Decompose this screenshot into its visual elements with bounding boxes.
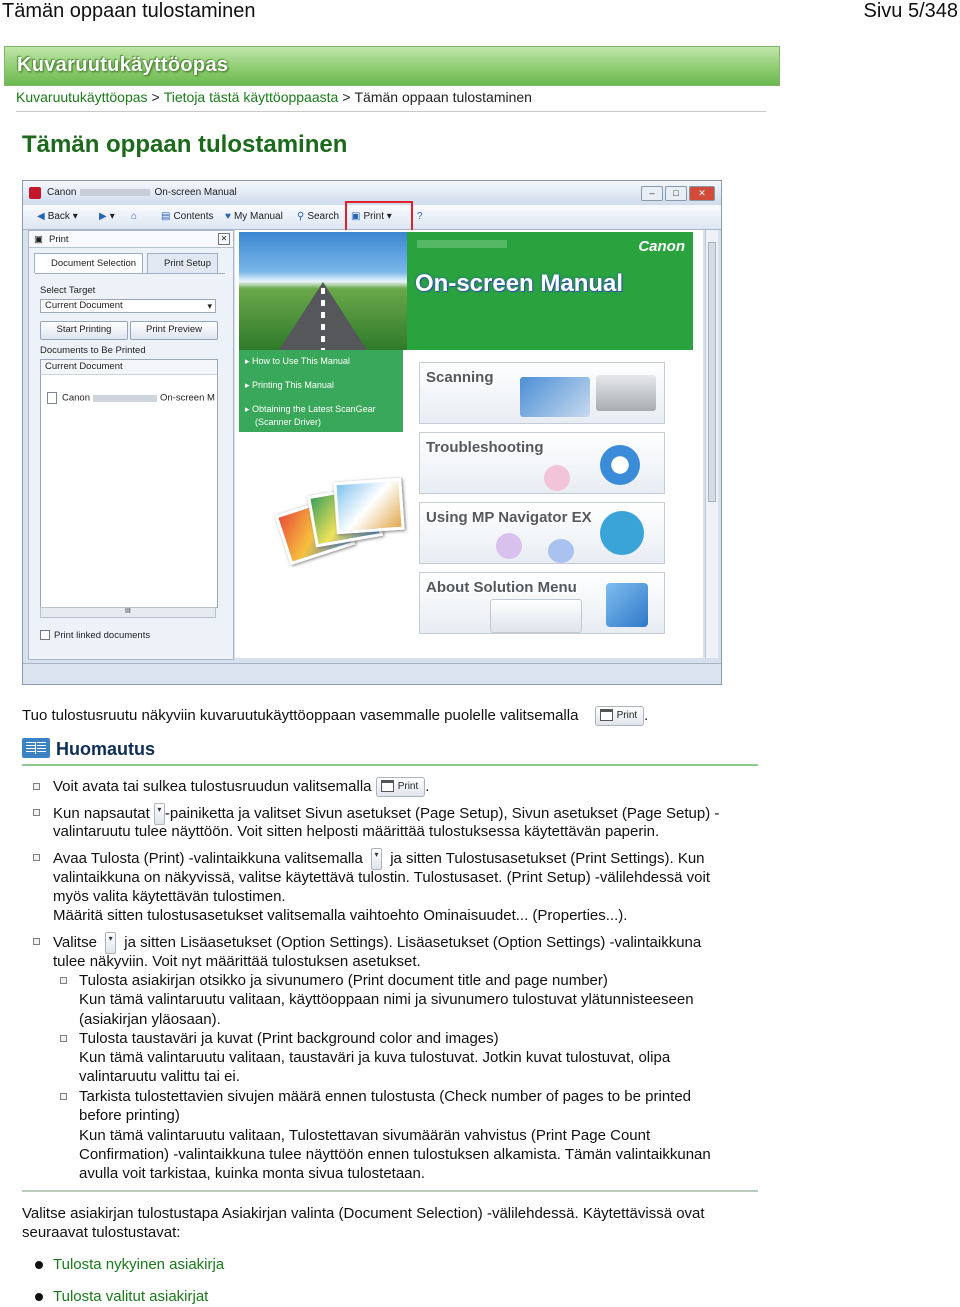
breadcrumb-separator: > [342, 89, 351, 105]
card-about-solution-menu[interactable]: About Solution Menu [419, 572, 665, 634]
sub-bullet-2-line-2: Kun tämä valintaruutu valitaan, taustaväri ja kuva tulostuvat. Jotkin kuvat tulostuvat, olipa [79, 1049, 671, 1066]
printer-icon [600, 709, 613, 721]
minimize-icon[interactable]: – [641, 186, 663, 201]
pdf-page-number: Sivu 5/348 [863, 0, 958, 22]
print-linked-documents-checkbox[interactable]: Print linked documents [40, 630, 150, 641]
breadcrumb [16, 89, 532, 105]
banner-title: Kuvaruutukäyttöopas [17, 54, 229, 76]
printer-icon: ▣ [351, 211, 361, 222]
help-button[interactable] [417, 211, 426, 222]
canon-logo: Canon [638, 238, 685, 255]
inline-print-button: Print [376, 777, 426, 797]
manual-banner [4, 46, 780, 86]
pdf-doc-title: Tämän oppaan tulostaminen [2, 0, 256, 22]
dropdown-arrow-icon: ▾ [154, 803, 165, 825]
card-using-mp-navigator[interactable]: Using MP Navigator EX [419, 502, 665, 564]
back-button[interactable]: ◀ Back ▾ [37, 211, 78, 222]
sub-bullet-3-line-4: Confirmation) -valintaikkuna tulee näyttöön ennen tulostuksen alkamista. Tämän valintaikkunan [79, 1146, 711, 1163]
toolbar-print-button[interactable]: ▣ Print ▾ [351, 211, 392, 222]
link-print-selected-documents[interactable]: Tulosta valitut asiakirjat [53, 1288, 209, 1305]
search-button[interactable]: ⚲ Search [297, 211, 340, 222]
select-target-dropdown[interactable]: Current Document ▾ [40, 299, 216, 313]
start-printing-button[interactable]: Start Printing [40, 321, 128, 340]
link-how-to-use[interactable]: ▸ How to Use This Manual [245, 356, 350, 367]
sub-bullet-3-line-3: Kun tämä valintaruutu valitaan, Tulostettavan sivumäärän vahvistus (Print Page Count [79, 1127, 651, 1144]
list-item[interactable]: Canon On-screen M [47, 392, 215, 404]
note-bullet-3-line-1: Avaa Tulosta (Print) -valintaikkuna valitsemalla ▾ ja sitten Tulostusasetukset (Print Settings). Kun [53, 848, 705, 870]
link-latest-scangear[interactable]: ▸ Obtaining the Latest ScanGear [245, 404, 376, 415]
document-icon [47, 392, 57, 404]
outro-line-1: Valitse asiakirjan tulostustapa Asiakirjan valinta (Document Selection) -välilehdessä. Käytettävissä ovat [22, 1205, 705, 1222]
bullet-square [33, 854, 40, 861]
manual-links-panel [239, 350, 403, 432]
forward-arrow-icon: ▶ [99, 211, 107, 222]
inline-print-button: Print [595, 706, 645, 726]
dropdown-arrow-icon: ▾ [371, 848, 382, 870]
manual-window-screenshot [22, 180, 722, 685]
navigator-icon [496, 533, 522, 559]
bullet-square [60, 977, 67, 984]
home-button[interactable] [131, 211, 140, 222]
link-print-current-document[interactable]: Tulosta nykyinen asiakirja [53, 1256, 225, 1273]
note-bottom-rule [22, 1190, 758, 1192]
window-title: Canon On-screen Manual [47, 187, 237, 198]
note-bullet-2-line-2: valintaruutu tulee näyttöön. Voit sitten helposti määrittää tulostuksessa käytettävän paperin. [53, 823, 660, 840]
horizontal-scrollbar[interactable]: III [40, 607, 216, 618]
bullet-square [60, 1035, 67, 1042]
printer-icon [381, 780, 394, 792]
solution-menu-screens-icon [490, 599, 582, 633]
photo-prints-illustration [281, 478, 401, 558]
close-icon[interactable]: ✕ [689, 186, 715, 201]
note-bullet-4-line-2: tulee näkyviin. Voit nyt määrittää tulostuksen asetukset. [53, 953, 421, 970]
tab-print-setup[interactable]: Print Setup [147, 253, 218, 273]
sub-bullet-1-line-2: Kun tämä valintaruutu valitaan, käyttöoppaan nimi ja sivunumero tulostuvat ylätunnisteeseen [79, 991, 694, 1008]
sub-bullet-3-line-2: before printing) [79, 1107, 180, 1124]
print-pane-title: Print [49, 234, 69, 245]
bullet-square [60, 1093, 67, 1100]
search-icon: ⚲ [297, 211, 305, 222]
breadcrumb-divider [16, 111, 766, 112]
sub-bullet-3-line-1: Tarkista tulostettavien sivujen määrä ennen tulostusta (Check number of pages to be printed [79, 1088, 692, 1105]
grid-icon [548, 539, 574, 563]
intro-text: Tuo tulostusruutu näkyviin kuvaruutukäyttöoppaan vasemmalle puolelle valitsemalla Print . [22, 706, 648, 726]
mp-navigator-icon [600, 511, 644, 555]
contents-button[interactable]: ▤ Contents [161, 211, 214, 222]
back-arrow-icon: ◀ [37, 211, 45, 222]
note-bullet-2-line-1: Kun napsautat ▾ -painiketta ja valitset Sivun asetukset (Page Setup), Sivun asetukset (Page Setup) - [53, 803, 719, 825]
card-troubleshooting[interactable]: Troubleshooting [419, 432, 665, 494]
note-bullet-3-line-4: Määritä sitten tulostusasetukset valitsemalla vaihtoehto Ominaisuudet... (Properties...). [53, 907, 628, 924]
documents-label: Documents to Be Printed [40, 345, 146, 356]
pdf-header [0, 0, 960, 26]
my-manual-icon: ♥ [225, 211, 231, 222]
question-mark-icon [544, 465, 570, 491]
bullet-dot [35, 1293, 43, 1301]
bullet-dot [35, 1261, 43, 1269]
card-scanning[interactable]: Scanning [419, 362, 665, 424]
print-pane-header [29, 231, 233, 248]
scanner-photo-icon [520, 377, 590, 417]
manual-header-panel [407, 232, 693, 350]
vertical-scrollbar[interactable] [705, 230, 718, 658]
help-icon [600, 445, 640, 485]
page-title: Tämän oppaan tulostaminen [22, 131, 348, 158]
window-controls [641, 186, 715, 201]
sub-bullet-2-line-3: valintaruutu valittu tai ei. [79, 1068, 240, 1085]
note-book-icon [22, 738, 50, 758]
sub-bullet-2-line-1: Tulosta taustaväri ja kuvat (Print background color and images) [79, 1030, 499, 1047]
note-bullet-3-line-3: myös valita käytettävän tulostimen. [53, 888, 286, 905]
link-printing-manual[interactable]: ▸ Printing This Manual [245, 380, 334, 391]
maximize-icon[interactable]: □ [665, 186, 687, 201]
breadcrumb-current: Tämän oppaan tulostaminen [354, 89, 532, 105]
note-top-rule [22, 764, 758, 766]
help-icon: ? [417, 211, 423, 222]
road-photo [239, 232, 407, 350]
contents-icon: ▤ [161, 211, 171, 222]
dropdown-arrow-icon: ▾ [105, 932, 116, 954]
home-icon: ⌂ [131, 211, 138, 222]
breadcrumb-separator: > [151, 89, 160, 105]
sub-bullet-1-line-3: (asiakirjan yläosaan). [79, 1011, 221, 1028]
tab-divider [35, 273, 225, 274]
breadcrumb-link-home[interactable]: Kuvaruutukäyttöopas [16, 89, 148, 105]
close-icon[interactable]: ✕ [218, 233, 230, 245]
documents-list-header: Current Document [41, 360, 217, 375]
manual-content [235, 230, 703, 658]
folder-icon [606, 583, 648, 627]
window-statusbar [23, 663, 721, 685]
bullet-square [33, 938, 40, 945]
bullet-square [33, 809, 40, 816]
note-heading: Huomautus [22, 738, 155, 760]
select-target-label: Select Target [40, 285, 96, 296]
link-latest-scangear-suffix[interactable]: (Scanner Driver) [255, 417, 322, 427]
note-bullet-1: Voit avata tai sulkea tulostusruudun valitsemalla Print . [53, 777, 429, 797]
note-bullet-4-line-1: Valitse ▾ ja sitten Lisäasetukset (Option Settings). Lisäasetukset (Option Settings) -valintaikkuna [53, 932, 701, 954]
forward-button[interactable]: ▶ ▾ [99, 211, 115, 222]
outro-line-2: seuraavat tulostustavat: [22, 1224, 181, 1241]
tab-document-selection[interactable]: Document Selection [34, 253, 143, 273]
print-preview-button[interactable]: Print Preview [130, 321, 218, 340]
manual-title: On-screen Manual [415, 270, 624, 297]
scanner-icon [596, 375, 656, 411]
sub-bullet-3-line-5: avulla voit tarkistaa, kuinka monta sivua tulostetaan. [79, 1165, 426, 1182]
print-pane [28, 230, 234, 660]
breadcrumb-link-about[interactable]: Tietoja tästä käyttöoppaasta [163, 89, 339, 105]
documents-list [40, 359, 218, 608]
my-manual-button[interactable]: ♥ My Manual [225, 211, 283, 222]
sub-bullet-1-line-1: Tulosta asiakirjan otsikko ja sivunumero (Print document title and page number) [79, 972, 608, 989]
note-bullet-3-line-2: valintaikkuna on näkyvissä, valitse käytettävä tulostin. Tulostusaset. (Print Setup) -välilehdessä voit [53, 869, 710, 886]
bullet-square [33, 783, 40, 790]
canon-app-icon [29, 187, 41, 199]
printer-icon: ▣ [34, 234, 43, 245]
